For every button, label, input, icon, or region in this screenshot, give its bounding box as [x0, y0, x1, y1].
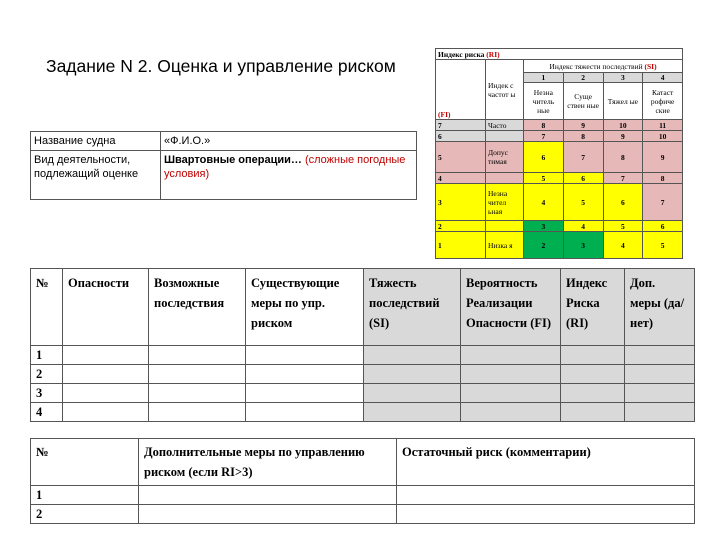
matrix-cell: 2 [524, 232, 564, 259]
risk-matrix [435, 48, 683, 259]
risk-index-cell[interactable] [561, 403, 625, 422]
probability-cell[interactable] [461, 365, 561, 384]
matrix-cell: 9 [603, 131, 643, 142]
matrix-cell: 10 [643, 131, 683, 142]
table-row [31, 346, 695, 365]
table-row [31, 365, 695, 384]
matrix-cell: 4 [563, 221, 603, 232]
matrix-cell: 4 [524, 184, 564, 221]
consequence-cell[interactable] [149, 346, 246, 365]
matrix-freq-label: Допус тимая [486, 142, 524, 173]
hazards-header-severity: Тяжесть последствий (SI) [364, 269, 461, 346]
measures-cell[interactable] [246, 403, 364, 422]
matrix-fi: 5 [436, 142, 486, 173]
severity-num: 4 [643, 73, 683, 83]
additional-measure-cell[interactable] [139, 486, 397, 505]
matrix-cell: 7 [563, 142, 603, 173]
matrix-cell: 8 [563, 131, 603, 142]
matrix-cell: 7 [603, 173, 643, 184]
consequence-cell[interactable] [149, 403, 246, 422]
matrix-fi: 6 [436, 131, 486, 142]
hazards-header-consequences: Возможные последствия [149, 269, 246, 346]
severity-index-text: Индекс тяжести последствий [549, 61, 645, 71]
hazards-header-probability: Вероятность Реализации Опасности (FI) [461, 269, 561, 346]
severity-num: 3 [603, 73, 643, 83]
additional-cell[interactable] [625, 403, 695, 422]
severity-name: Незна читель ные [524, 83, 564, 120]
hazard-cell[interactable] [63, 365, 149, 384]
severity-num: 2 [563, 73, 603, 83]
probability-cell[interactable] [461, 346, 561, 365]
measures-cell[interactable] [246, 346, 364, 365]
measures-cell[interactable] [246, 365, 364, 384]
matrix-cell: 3 [563, 232, 603, 259]
hazards-table [30, 268, 695, 422]
matrix-cell: 6 [563, 173, 603, 184]
table-row [31, 505, 695, 524]
row-number: 1 [31, 346, 63, 365]
matrix-cell: 5 [563, 184, 603, 221]
row-number: 2 [31, 505, 139, 524]
activity-value[interactable] [161, 151, 417, 200]
row-number: 2 [31, 365, 63, 384]
hazards-header-hazards: Опасности [63, 269, 149, 346]
consequence-cell[interactable] [149, 365, 246, 384]
matrix-fi: 3 [436, 184, 486, 221]
severity-name: Суще ствен ные [563, 83, 603, 120]
matrix-cell: 11 [643, 120, 683, 131]
matrix-cell: 8 [603, 142, 643, 173]
probability-cell[interactable] [461, 384, 561, 403]
severity-name: Тяжел ые [603, 83, 643, 120]
probability-cell[interactable] [461, 403, 561, 422]
vessel-name-value[interactable]: «Ф.И.О.» [161, 132, 417, 151]
matrix-cell: 6 [603, 184, 643, 221]
matrix-cell: 3 [524, 221, 564, 232]
table-row [31, 384, 695, 403]
table-row [31, 486, 695, 505]
severity-index-si: (SI) [644, 61, 657, 71]
activity-value-main: Швартовные операции… [164, 154, 302, 166]
matrix-cell: 7 [643, 184, 683, 221]
residual-risk-cell[interactable] [397, 486, 695, 505]
measures-header-additional: Дополнительные меры по управлению риском (если RI>3) [139, 439, 397, 486]
severity-cell[interactable] [364, 365, 461, 384]
matrix-freq-label [486, 221, 524, 232]
hazards-header-additional: Доп. меры (да/нет) [625, 269, 695, 346]
additional-cell[interactable] [625, 365, 695, 384]
measures-header-num: № [31, 439, 139, 486]
matrix-cell: 5 [603, 221, 643, 232]
severity-cell[interactable] [364, 403, 461, 422]
vessel-name-label: Название судна [31, 132, 161, 151]
hazard-cell[interactable] [63, 346, 149, 365]
severity-name: Катаст рофиче ские [643, 83, 683, 120]
hazards-header-num: № [31, 269, 63, 346]
page-title: Задание N 2. Оценка и управление риском [46, 56, 396, 76]
row-number: 3 [31, 384, 63, 403]
consequence-cell[interactable] [149, 384, 246, 403]
risk-index-cell[interactable] [561, 365, 625, 384]
measures-header-residual: Остаточный риск (комментарии) [397, 439, 695, 486]
matrix-title-text: Индекс риска [438, 49, 487, 59]
matrix-freq-label: Незна чител ьная [486, 184, 524, 221]
additional-measure-cell[interactable] [139, 505, 397, 524]
matrix-cell: 6 [643, 221, 683, 232]
matrix-freq-label [486, 131, 524, 142]
hazard-cell[interactable] [63, 384, 149, 403]
measures-cell[interactable] [246, 384, 364, 403]
matrix-cell: 5 [643, 232, 683, 259]
matrix-freq-label [486, 173, 524, 184]
severity-cell[interactable] [364, 346, 461, 365]
row-number: 4 [31, 403, 63, 422]
residual-risk-cell[interactable] [397, 505, 695, 524]
matrix-cell: 5 [524, 173, 564, 184]
matrix-fi: 7 [436, 120, 486, 131]
fi-label: (FI) [436, 60, 486, 120]
hazards-header-risk-index: Индекс Риска (RI) [561, 269, 625, 346]
matrix-cell: 6 [524, 142, 564, 173]
matrix-cell: 8 [643, 173, 683, 184]
matrix-cell: 4 [603, 232, 643, 259]
matrix-title-ri: (RI) [486, 49, 500, 59]
matrix-fi: 4 [436, 173, 486, 184]
matrix-cell: 8 [524, 120, 564, 131]
row-number: 1 [31, 486, 139, 505]
matrix-cell: 9 [563, 120, 603, 131]
activity-value-conditions: (сложные погодные условия) [164, 154, 406, 180]
matrix-fi: 1 [436, 232, 486, 259]
severity-index-header [524, 60, 683, 73]
vessel-info-table [30, 131, 417, 200]
matrix-cell: 9 [643, 142, 683, 173]
matrix-title [436, 49, 683, 60]
additional-cell[interactable] [625, 346, 695, 365]
risk-index-cell[interactable] [561, 384, 625, 403]
matrix-cell: 7 [524, 131, 564, 142]
frequency-index-label: Индек с частот ы [486, 60, 524, 120]
activity-label: Вид деятельности, подлежащий оценке [31, 151, 161, 200]
severity-num: 1 [524, 73, 564, 83]
measures-table [30, 438, 695, 524]
matrix-freq-label: Часто [486, 120, 524, 131]
table-row [31, 403, 695, 422]
hazard-cell[interactable] [63, 403, 149, 422]
additional-cell[interactable] [625, 384, 695, 403]
severity-cell[interactable] [364, 384, 461, 403]
matrix-cell: 10 [603, 120, 643, 131]
risk-index-cell[interactable] [561, 346, 625, 365]
matrix-fi: 2 [436, 221, 486, 232]
matrix-freq-label: Низка я [486, 232, 524, 259]
hazards-header-existing-measures: Существующие меры по упр. риском [246, 269, 364, 346]
